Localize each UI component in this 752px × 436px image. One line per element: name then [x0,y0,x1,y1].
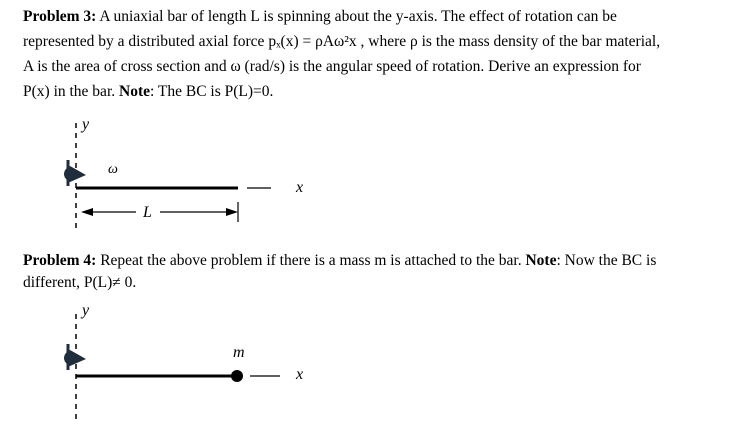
problem-3-line-4: P(x) in the bar. Note: The BC is P(L)=0. [23,83,274,100]
x-axis-label-1: x [296,179,304,196]
y-axis-label-2: y [82,302,90,319]
note-label-2: Note [525,252,557,269]
problem-4-line-2: different, P(L)≠ 0. [23,274,137,291]
mass-label: m [233,344,245,361]
omega-label: ω [108,162,118,177]
problem-3-line-2: represented by a distributed axial force pₓ(x) = ρAω²x , where ρ is the mass density of the bar material, [23,33,661,50]
y-axis-label-1: y [82,116,90,133]
dimension-arrow-right-icon [226,208,238,216]
x-axis-label-2: x [296,366,304,383]
problem-3-heading: Problem 3: [23,8,97,25]
problem-4-heading: Problem 4: [23,252,97,269]
problem-3-line-3: A is the area of cross section and ω (rad/s) is the angular speed of rotation. Derive an expression for [23,58,641,75]
dimension-arrow-left-icon [81,208,93,216]
note-label: Note [119,83,150,100]
attached-mass [231,370,243,382]
length-label: L [143,204,152,221]
problem-3-line-1: Problem 3: A uniaxial bar of length L is spinning about the y-axis. The effect of rotation can be [23,8,617,25]
problem-4-line-1: Problem 4: Repeat the above problem if there is a mass m is attached to the bar. Note: Now the BC is [23,252,657,269]
